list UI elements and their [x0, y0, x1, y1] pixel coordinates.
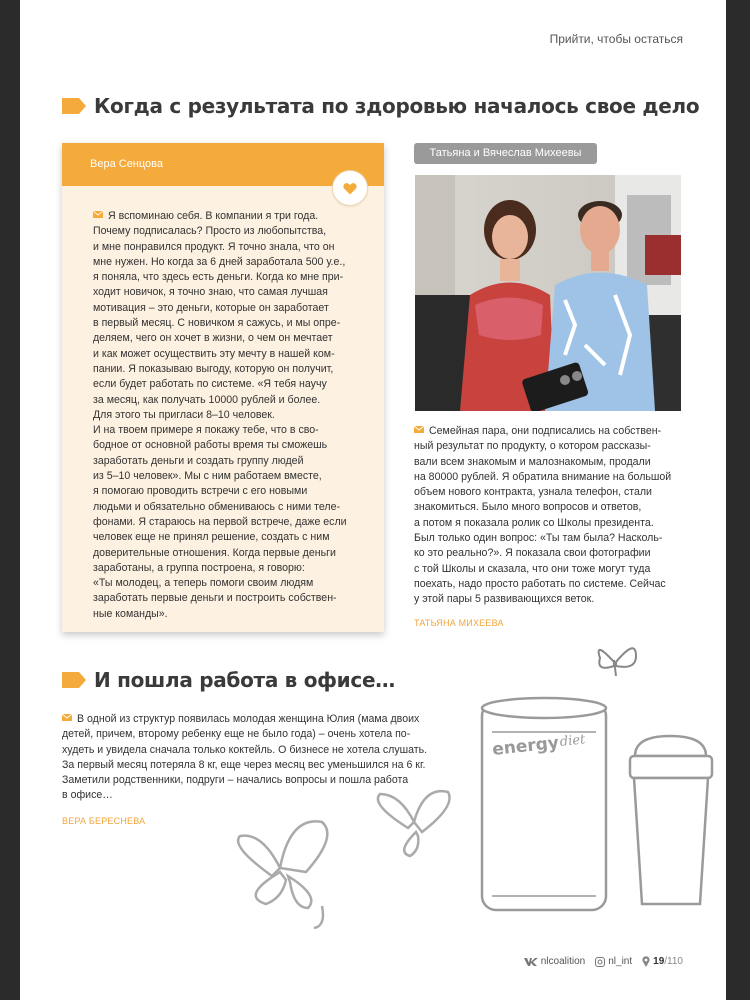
photo-caption: Татьяна и Вячеслав Михеевы: [414, 143, 597, 164]
signature-bersneva: ВЕРА БЕРЕСНЕВА: [62, 816, 146, 826]
instagram-icon: [595, 957, 605, 967]
page-total: /110: [664, 956, 683, 967]
map-pin-icon: [642, 956, 650, 967]
story-text-body: Я вспоминаю себя. В компании я три года. Почему подписалась? Просто из любопытства, и мне понравился продукт. Я точно знала, что он мне нужен. Но когда за 6 дней заработала 500 у.е., я поняла, что здесь есть деньги. Когда ко мне при- ходит новичок, я точно знаю, что самая лучшая мотивация – это деньги, которые он заработает в первый месяц. С новичком я сажусь, и мы опре- деляем, чего он хочет в жизни, о чем он мечтает и как может осуществить эту мечту в нашей ком- пании. Я показываю выгоду, которую он получит, если будет работать по системе. «Я тебя научу за месяц, как получать 10000 рублей и более. Для этого ты пригласи 8–10 человек. И на твоем примере я покажу тебе, что в сво- бодное от основной работы время ты сможешь заработать деньги и создать группу людей из 5–10 человек». Мы с ним работаем вместе, я помогаю проводить встречи с его новыми людьми и обязательно обмениваюсь с ними теле- фонами. Я стараюсь на первой встрече, даже если человек еще не принял решение, создать с ним доверительные отношения. Когда первые деньги заработаны, а группа построена, я говорю: «Ты молодец, а теперь помоги своим людям заработать первые деньги и построить собствен- ные команды».: [93, 210, 347, 620]
instagram-handle: nl_int: [608, 956, 633, 967]
story-author: Вера Сенцова: [90, 158, 164, 170]
envelope-icon: [414, 426, 424, 433]
can-brand-energy: energy: [491, 733, 560, 760]
can-brand-diet: diet: [559, 732, 586, 750]
vk-link[interactable]: [524, 956, 585, 967]
story-text: [93, 209, 361, 622]
tag-icon: [62, 672, 86, 688]
section-title-1: Когда с результата по здоровью началось свое дело: [94, 94, 700, 118]
signature-mikheeva: ТАТЬЯНА МИХЕЕВА: [414, 618, 504, 628]
couple-photo: [415, 175, 681, 411]
photo-illustration: [415, 175, 681, 411]
running-header: Прийти, чтобы остаться: [549, 32, 683, 46]
like-button[interactable]: [332, 170, 368, 206]
page-current: 19: [653, 956, 665, 967]
story-card-header: [62, 143, 384, 186]
envelope-icon: [93, 211, 103, 218]
vk-handle: nlcoalition: [540, 956, 586, 967]
instagram-link[interactable]: [595, 956, 632, 967]
office-story-text: [62, 712, 452, 804]
page-number: [642, 956, 683, 967]
section-heading-1: [62, 94, 699, 118]
heart-icon: [343, 182, 357, 195]
butterfly-icon: [599, 648, 636, 676]
section-title-2: И пошла работа в офисе…: [94, 668, 395, 692]
tag-icon: [62, 98, 86, 114]
vk-icon: [524, 957, 538, 966]
office-story-body: В одной из структур появилась молодая женщина Юлия (мама двоих детей, причем, второму ребенку еще не было года) – очень хотела по- худеть и увидела сначала только коктейль. О бизнесе не хотела слушать. За первый месяц потеряла 8 кг, еще через месяц вес уменьшился на 6 кг. Заметили родственники, подруги – начались вопросы и пошла работа в офисе…: [62, 713, 428, 802]
page-footer: [514, 956, 683, 967]
butterfly-icon: [238, 821, 327, 928]
story-card: [62, 143, 384, 632]
section-heading-2: [62, 668, 395, 692]
photo-story-text: [414, 424, 686, 608]
energy-diet-can-icon: [482, 698, 606, 910]
magazine-page: [20, 0, 726, 1000]
envelope-icon: [62, 714, 72, 721]
shaker-cup-icon: [630, 736, 712, 904]
photo-story-body: Семейная пара, они подписались на собствен- ный результат по продукту, о котором рассказы- вали всем знакомым и малознакомым, продали на 80000 рублей. Я обратила внимание на большой объем нового контракта, узнала телефон, стали знакомиться. Было много вопросов и ответов, а потом я показала ролик со Школы президента. Был только один вопрос: «Ты там была? Насколь- ко это реально?». Я показала свои фотографии с той Школы и сказала, что они тоже могут туда поехать, надо просто работать по системе. Сейчас у этой пары 5 развивающихся веток.: [414, 425, 672, 606]
